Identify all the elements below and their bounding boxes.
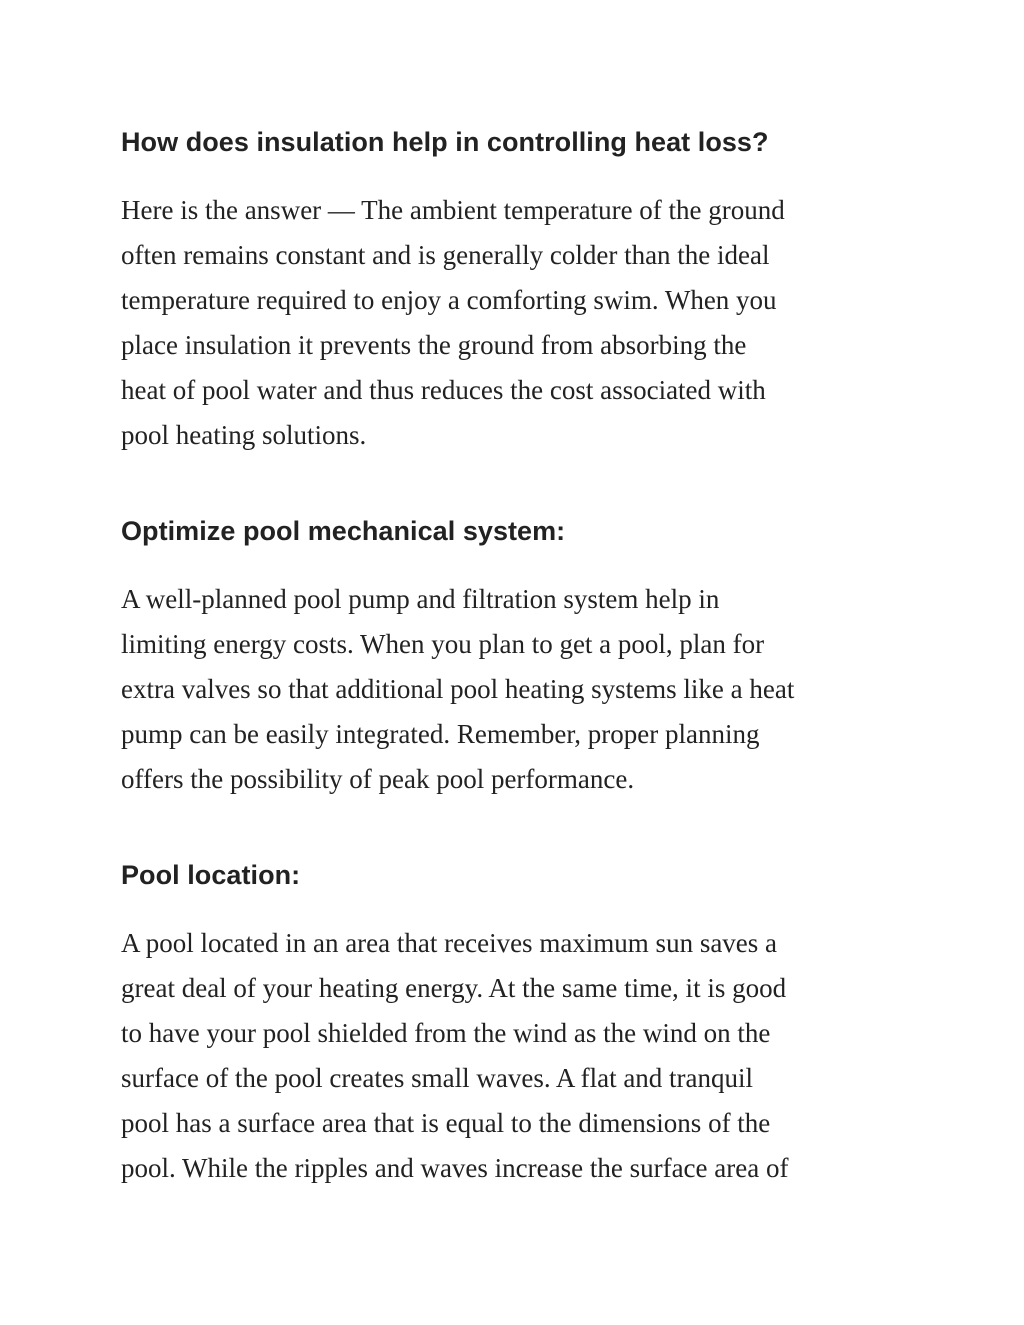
- section-heading: Pool location:: [121, 860, 301, 890]
- paragraph-line: limiting energy costs. When you plan to get a pool, plan for: [121, 629, 765, 659]
- paragraph-line: temperature required to enjoy a comforting swim. When you: [121, 285, 777, 315]
- section-paragraph: [121, 188, 911, 458]
- paragraph-line: pool has a surface area that is equal to the dimensions of the: [121, 1108, 771, 1138]
- section-paragraph: [121, 921, 911, 1191]
- paragraph-line: extra valves so that additional pool heating systems like a heat: [121, 674, 795, 704]
- paragraph-line: pool heating solutions.: [121, 420, 367, 450]
- section-mechanical-system: [121, 514, 911, 802]
- paragraph-line: offers the possibility of peak pool performance.: [121, 764, 635, 794]
- paragraph-line: place insulation it prevents the ground from absorbing the: [121, 330, 747, 360]
- paragraph-line: heat of pool water and thus reduces the cost associated with: [121, 375, 766, 405]
- paragraph-line: A well-planned pool pump and filtration system help in: [121, 584, 720, 614]
- paragraph-line: pump can be easily integrated. Remember, proper planning: [121, 719, 760, 749]
- paragraph-line: A pool located in an area that receives maximum sun saves a: [121, 928, 778, 958]
- paragraph-line: great deal of your heating energy. At the same time, it is good: [121, 973, 787, 1003]
- paragraph-line: Here is the answer — The ambient temperature of the ground: [121, 195, 785, 225]
- section-heading: Optimize pool mechanical system:: [121, 516, 566, 546]
- section-pool-location: [121, 858, 911, 1191]
- paragraph-line: surface of the pool creates small waves. A flat and tranquil: [121, 1063, 754, 1093]
- paragraph-line: often remains constant and is generally colder than the ideal: [121, 240, 770, 270]
- section-heading: How does insulation help in controlling heat loss?: [121, 127, 769, 157]
- section-insulation: [121, 125, 911, 458]
- paragraph-line: pool. While the ripples and waves increase the surface area of: [121, 1153, 789, 1183]
- section-paragraph: [121, 577, 911, 802]
- paragraph-line: to have your pool shielded from the wind as the wind on the: [121, 1018, 771, 1048]
